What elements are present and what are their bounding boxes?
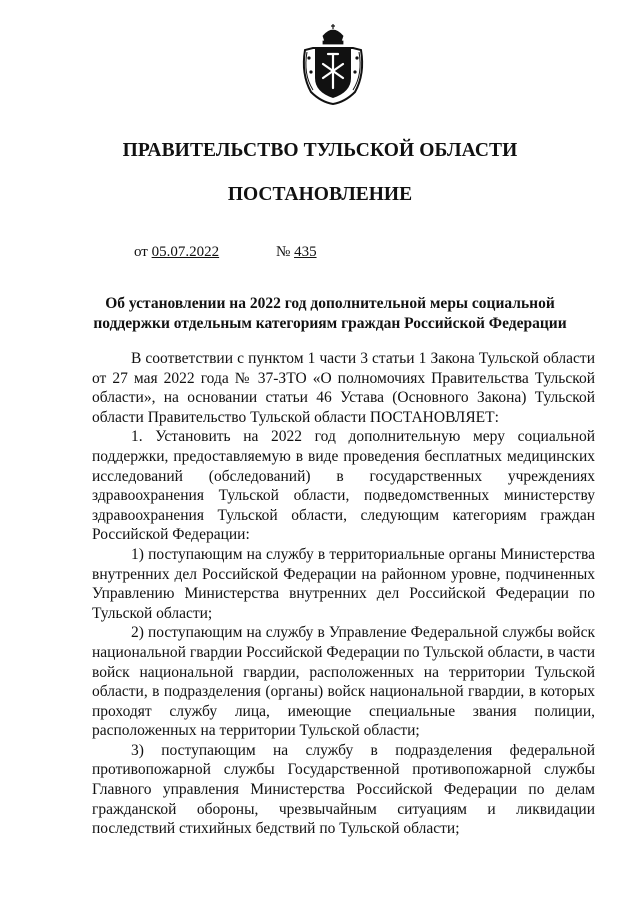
date-prefix: от <box>134 244 152 260</box>
number-prefix: № <box>276 244 295 260</box>
subclause-1-paragraph: 1) поступающим на службу в территориальные органы Министерства внутренних дел Российской Федерации на районном уровне, подчиненных Управлению Министерства внутренних дел Российской Федерации по Тульской области; <box>92 545 595 622</box>
tula-region-coat-of-arms-icon <box>297 22 369 106</box>
government-title: ПРАВИТЕЛЬСТВО ТУЛЬСКОЙ ОБЛАСТИ <box>122 140 518 161</box>
preamble-paragraph: В соответствии с пунктом 1 части 3 статьи 1 Закона Тульской области от 27 мая 2022 года № 37-ЗТО «О полномочиях Правительства Тульской области», на основании статьи 46 Устава (Основного Закона) Тульской области Правительство Тульской области ПОСТАНОВЛЯЕТ: <box>92 350 595 426</box>
document-number <box>276 244 317 261</box>
subclause-2-paragraph: 2) поступающим на службу в Управление Федеральной службы войск национальной гвардии Российской Федерации по Тульской области, в части войск национальной гвардии, расположенных на территории Тульской области, в подразделения (органы) войск национальной гвардии, в которых проходят службу лица, имеющие специальные звания полиции, расположенных на территории Тульской области; <box>92 624 595 740</box>
heading-line-1: Об установлении на 2022 год дополнительной меры социальной <box>105 295 555 312</box>
subclause-3-paragraph: 3) поступающим на службу в подразделения федеральной противопожарной службы Государственной противопожарной службы Главного управления Министерства Российской Федерации по делам гражданской обороны, чрезвычайным ситуациям и ликвидации последствий стихийных бедствий по Тульской области; <box>92 741 595 838</box>
date-value: 05.07.2022 <box>151 244 220 260</box>
coat-of-arms-emblem <box>297 22 369 106</box>
document-heading <box>80 294 580 333</box>
clause-1-paragraph: 1. Установить на 2022 год дополнительную меру социальной поддержки, предоставляемую в виде проведения бесплатных медицинских исследований (обследований) в государственных учреждениях здравоохранения Тульской области, подведомственных министерству здравоохранения Тульской области, следующим категориям граждан Российской Федерации: <box>92 428 595 544</box>
document-body <box>92 349 595 839</box>
document-type: ПОСТАНОВЛЕНИЕ <box>227 184 413 205</box>
heading-line-2: поддержки отдельным категориям граждан Российской Федерации <box>93 314 567 332</box>
document-date <box>134 244 219 261</box>
number-value: 435 <box>294 244 317 260</box>
